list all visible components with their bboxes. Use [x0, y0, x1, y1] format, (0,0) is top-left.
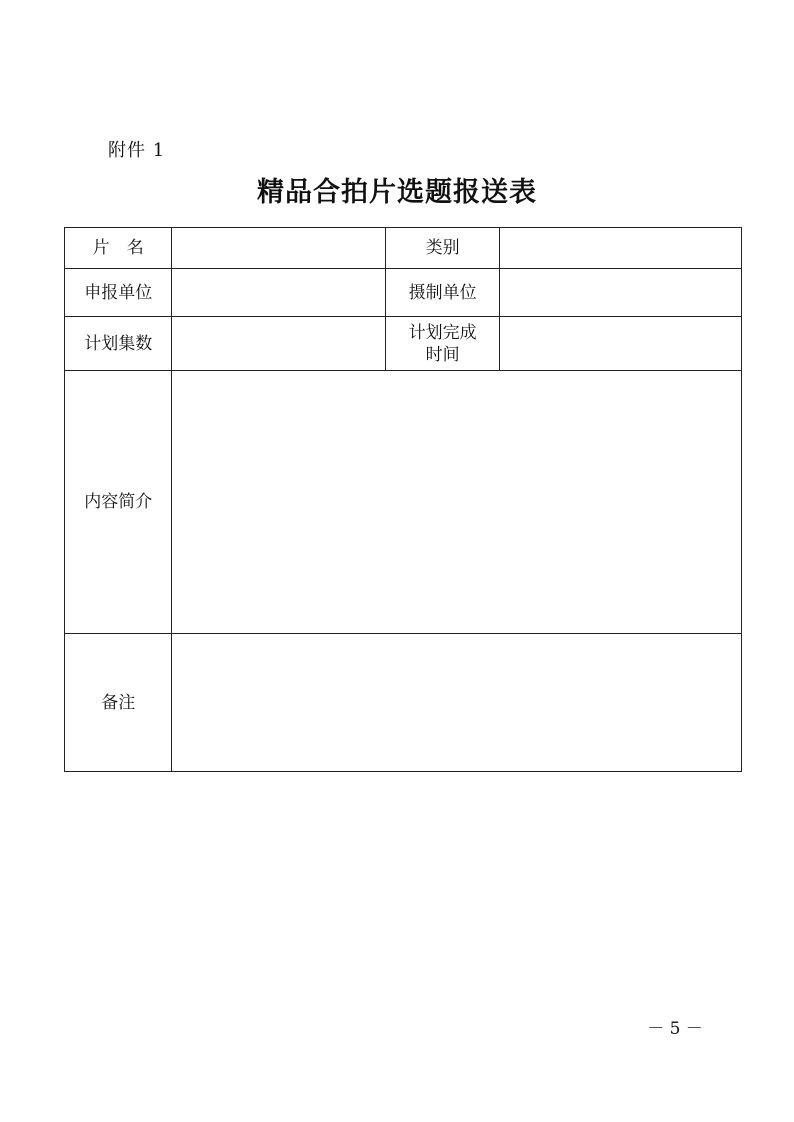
film-name-label-text: 片 名	[92, 238, 144, 258]
submission-form-table	[64, 227, 742, 772]
form-row-units	[65, 269, 742, 317]
category-label: 类别	[386, 228, 500, 269]
page-number: － 5 －	[647, 1019, 703, 1039]
completion-label-text	[403, 322, 483, 366]
completion-label-line1: 计划完成	[408, 322, 477, 343]
form-row-schedule	[65, 317, 742, 371]
completion-label-line2: 时间	[425, 344, 460, 365]
film-name-field[interactable]	[172, 228, 386, 269]
episodes-field[interactable]	[172, 317, 386, 371]
form-title: 精品合拍片选题报送表	[257, 177, 537, 208]
applicant-field[interactable]	[172, 269, 386, 317]
applicant-label: 申报单位	[65, 269, 172, 317]
category-field[interactable]	[499, 228, 741, 269]
remarks-field[interactable]	[172, 634, 742, 772]
completion-label	[386, 317, 500, 371]
form-row-film-name	[65, 228, 742, 269]
producer-field[interactable]	[499, 269, 741, 317]
remarks-label: 备注	[65, 634, 172, 772]
form-row-remarks	[65, 634, 742, 772]
attachment-label: 附件 1	[108, 140, 166, 161]
synopsis-field[interactable]	[172, 371, 742, 634]
synopsis-label: 内容简介	[65, 371, 172, 634]
form-row-synopsis	[65, 371, 742, 634]
episodes-label: 计划集数	[65, 317, 172, 371]
producer-label: 摄制单位	[386, 269, 500, 317]
completion-field[interactable]	[499, 317, 741, 371]
film-name-label	[65, 228, 172, 269]
